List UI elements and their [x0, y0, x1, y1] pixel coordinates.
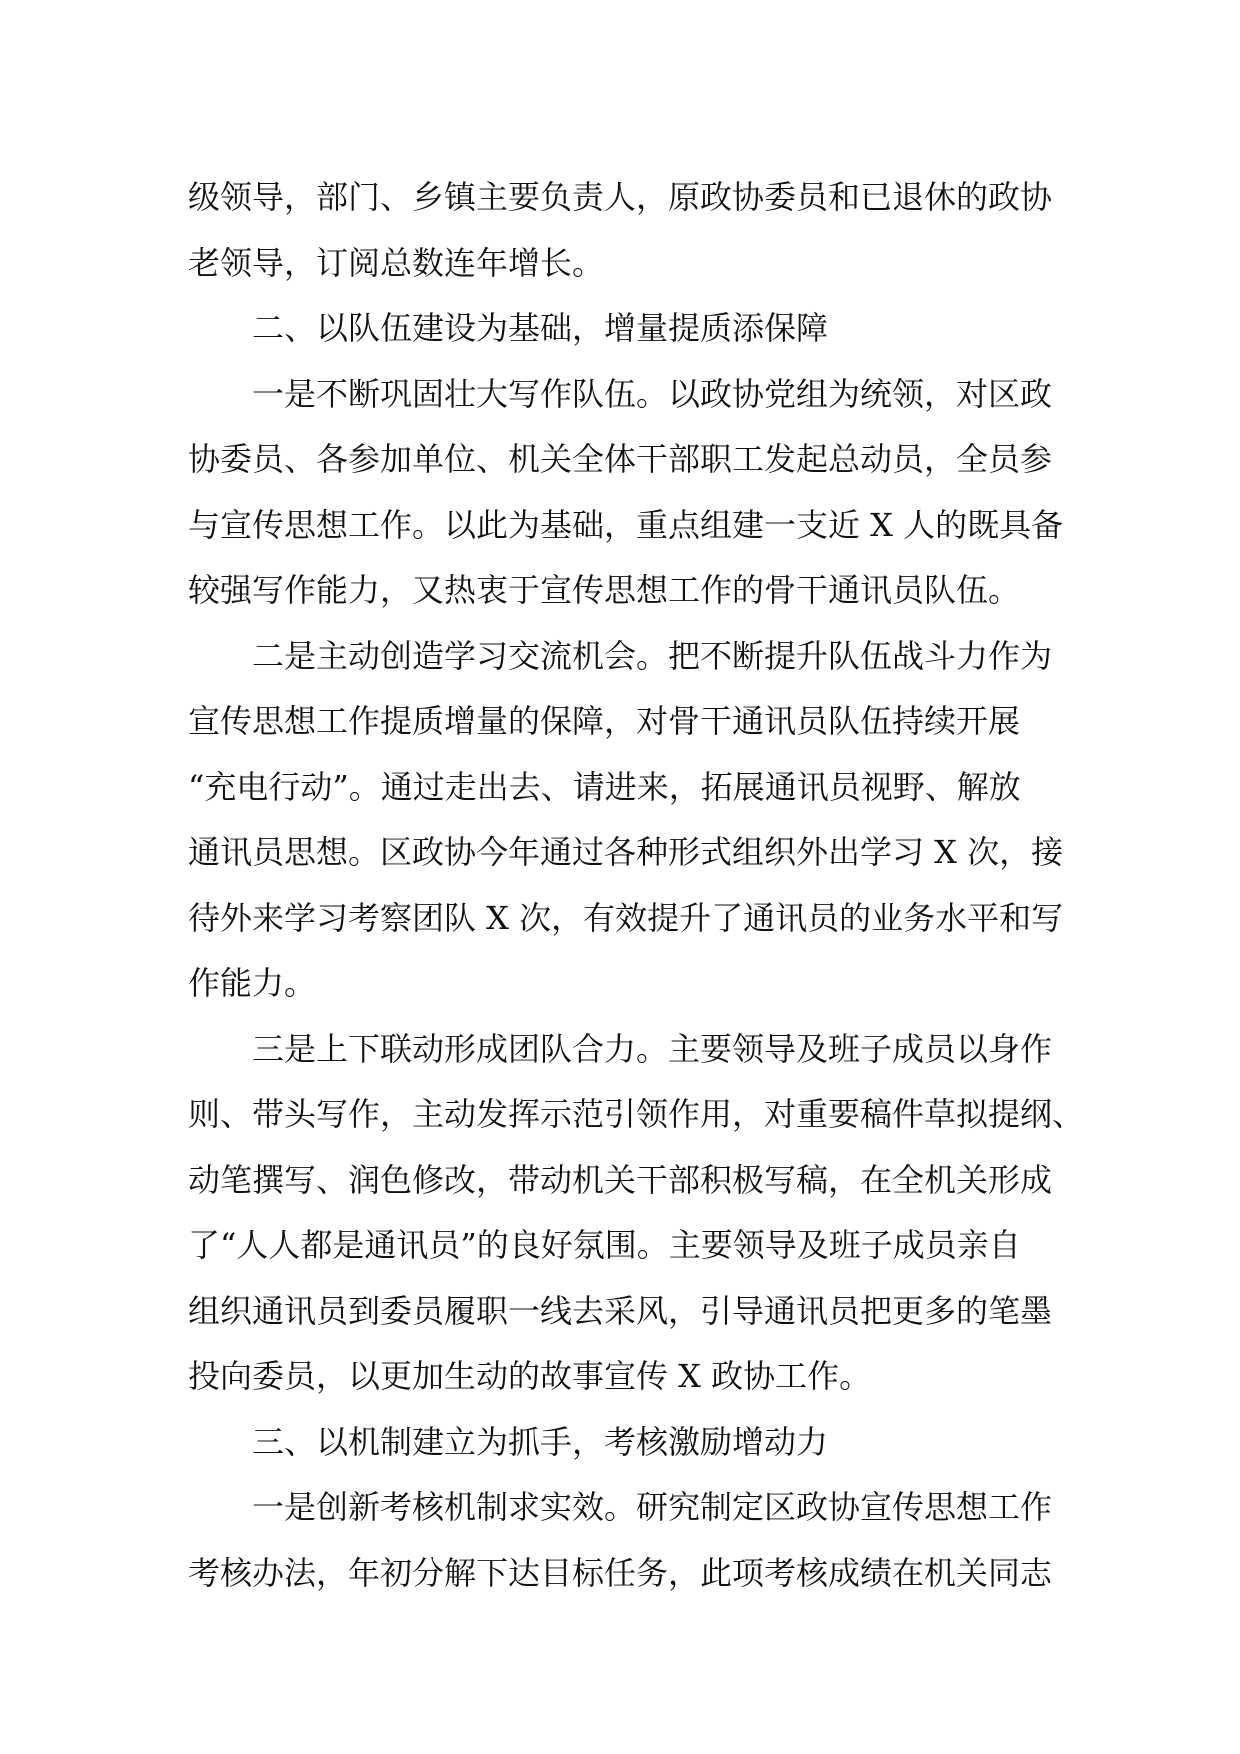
- text-line: 动笔撰写、润色修改，带动机关干部积极写稿，在全机关形成: [188, 1160, 1053, 1199]
- text-line: 较强写作能力，又热衷于宣传思想工作的骨干通讯员队伍。: [188, 571, 1021, 609]
- text-line: 一是创新考核机制求实效。研究制定区政协宣传思想工作: [252, 1488, 1053, 1526]
- text-line: 则、带头写作，主动发挥示范引领作用，对重要稿件草拟提纲、: [188, 1095, 1085, 1133]
- text-line: 协委员、各参加单位、机关全体干部职工发起总动员，全员参: [188, 440, 1053, 478]
- text-line: 待外来学习考察团队 X 次，有效提升了通讯员的业务水平和写: [188, 898, 1064, 937]
- text-line: 了“人人都是通讯员”的良好氛围。主要领导及班子成员亲自: [188, 1226, 1021, 1264]
- text-line: 一是不断巩固壮大写作队伍。以政协党组为统领，对区政: [252, 374, 1053, 413]
- text-line: 二是主动创造学习交流机会。把不断提升队伍战斗力作为: [252, 636, 1053, 675]
- section-heading: 二、以队伍建设为基础，增量提质添保障: [252, 309, 829, 347]
- section-heading: 三、以机制建立为抓手，考核激励增动力: [252, 1422, 829, 1461]
- text-line: 组织通讯员到委员履职一线去采风，引导通讯员把更多的笔墨: [188, 1291, 1053, 1330]
- body-text: [188, 165, 1085, 1606]
- text-line: 级领导，部门、乡镇主要负责人，原政协委员和已退休的政协: [188, 178, 1053, 216]
- text-line: 老领导，订阅总数连年增长。: [188, 243, 605, 282]
- text-line: 三是上下联动形成团队合力。主要领导及班子成员以身作: [252, 1029, 1053, 1068]
- text-line: 与宣传思想工作。以此为基础，重点组建一支近 X 人的既具备: [188, 505, 1064, 544]
- text-line: 考核办法，年初分解下达目标任务，此项考核成绩在机关同志: [188, 1553, 1053, 1592]
- text-line: 作能力。: [188, 964, 317, 1002]
- text-line: 通讯员思想。区政协今年通过各种形式组织外出学习 X 次，接: [188, 833, 1064, 871]
- text-line: 投向委员，以更加生动的故事宣传 X 政协工作。: [188, 1357, 872, 1395]
- text-line: 宣传思想工作提质增量的保障，对骨干通讯员队伍持续开展: [188, 702, 1021, 740]
- text-line: “充电行动”。通过走出去、请进来，拓展通讯员视野、解放: [188, 767, 1021, 806]
